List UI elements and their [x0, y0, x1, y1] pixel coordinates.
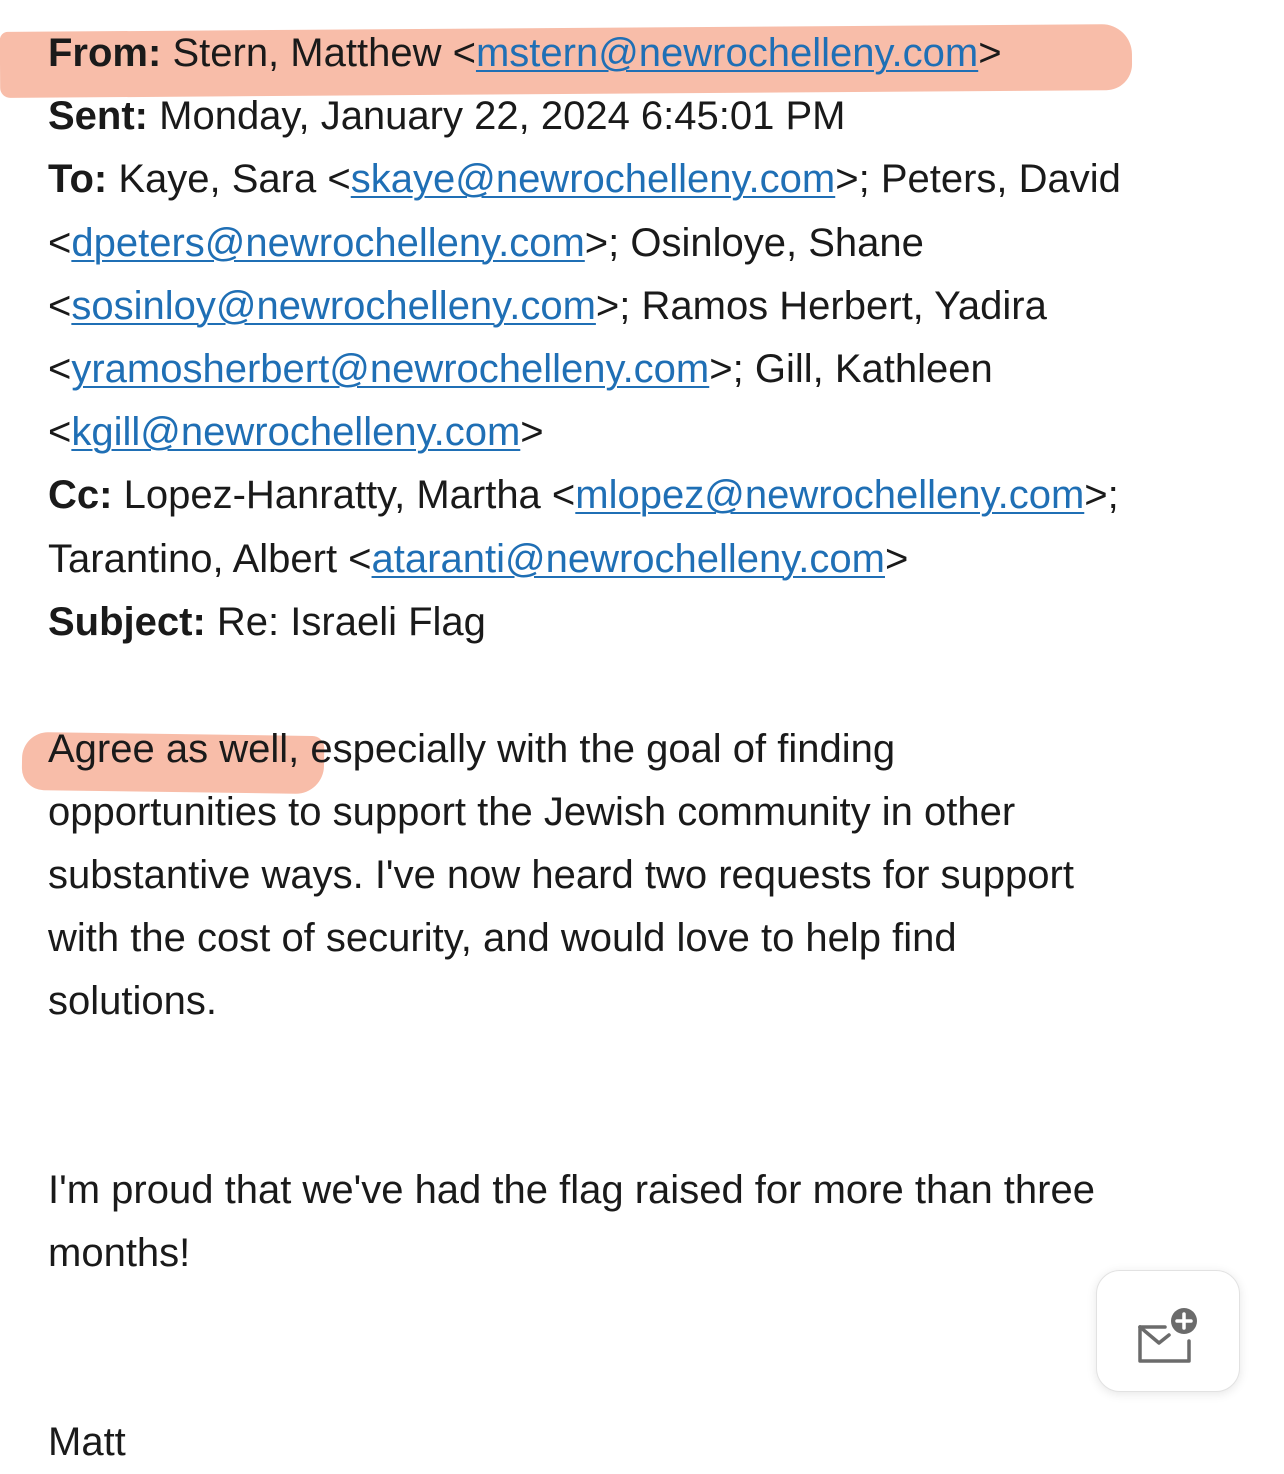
body-line: with the cost of security, and would love to help find [48, 916, 957, 960]
to-line-1: To: Kaye, Sara <skaye@newrochelleny.com>; Peters, David [48, 157, 1121, 202]
subject-value: Re: Israeli Flag [216, 599, 486, 644]
body-paragraph-2 [48, 1159, 1248, 1285]
cc-recipient-name: Lopez-Hanratty, Martha [123, 473, 541, 518]
highlighted-text: Agree as well, [48, 727, 300, 771]
cc-label: Cc: [48, 473, 113, 518]
email-header [48, 22, 1248, 654]
to-line-4: <yramosherbert@newrochelleny.com>; Gill, Kathleen [48, 347, 993, 392]
body-line: months! [48, 1231, 191, 1275]
to-recipient-address-link[interactable]: sosinloy@newrochelleny.com [71, 283, 596, 328]
to-recipient-name: Peters, David [880, 157, 1121, 202]
body-text: especially with the goal of finding [299, 727, 896, 771]
to-recipient-address-link[interactable]: yramosherbert@newrochelleny.com [71, 347, 710, 392]
from-label: From: [48, 31, 162, 75]
paragraph-gap [48, 1033, 1248, 1159]
cc-line-2: Tarantino, Albert <ataranti@newrochelleny.com> [48, 536, 909, 581]
body-line: opportunities to support the Jewish community in other [48, 790, 1016, 834]
cc-recipient-address-link[interactable]: mlopez@newrochelleny.com [575, 473, 1085, 518]
subject-line [48, 591, 1248, 654]
to-label: To: [48, 157, 108, 202]
sent-line [48, 85, 1248, 148]
cc-recipient-name: Tarantino, Albert [48, 536, 338, 581]
signature [48, 1411, 1248, 1474]
cc-line-1: Cc: Lopez-Hanratty, Martha <mlopez@newrochelleny.com>; [48, 473, 1119, 518]
body-line [48, 718, 1248, 781]
to-recipient-address-link[interactable]: dpeters@newrochelleny.com [71, 220, 585, 265]
compose-new-mail-button[interactable] [1096, 1270, 1240, 1392]
to-line-5: <kgill@newrochelleny.com> [48, 410, 544, 455]
to-recipient-address-link[interactable]: skaye@newrochelleny.com [350, 157, 836, 202]
from-name: Stern, Matthew [172, 31, 442, 75]
from-address-link[interactable]: mstern@newrochelleny.com [475, 31, 979, 75]
sent-label: Sent: [48, 94, 148, 139]
cc-recipient-address-link[interactable]: ataranti@newrochelleny.com [371, 536, 885, 581]
body-line: substantive ways. I've now heard two requests for support [48, 853, 1074, 897]
to-recipient-address-link[interactable]: kgill@newrochelleny.com [71, 410, 521, 455]
body-paragraph-1 [48, 718, 1248, 1033]
subject-label: Subject: [48, 599, 206, 644]
email-body [48, 718, 1248, 1474]
to-line-2: <dpeters@newrochelleny.com>; Osinloye, Shane [48, 220, 924, 265]
signature-text: Matt [48, 1420, 126, 1464]
sent-value: Monday, January 22, 2024 6:45:01 PM [159, 94, 846, 139]
to-recipient-name: Kaye, Sara [118, 157, 317, 202]
to-recipient-name: Ramos Herbert, Yadira [641, 283, 1047, 328]
paragraph-gap [48, 1285, 1248, 1411]
from-line: From: Stern, Matthew <mstern@newrochelleny.com> [48, 31, 1002, 75]
body-line: solutions. [48, 979, 217, 1023]
to-recipient-name: Osinloye, Shane [630, 220, 924, 265]
to-line-3: <sosinloy@newrochelleny.com>; Ramos Herbert, Yadira [48, 283, 1047, 328]
body-line: I'm proud that we've had the flag raised for more than three [48, 1168, 1095, 1212]
to-recipient-name: Gill, Kathleen [754, 347, 993, 392]
